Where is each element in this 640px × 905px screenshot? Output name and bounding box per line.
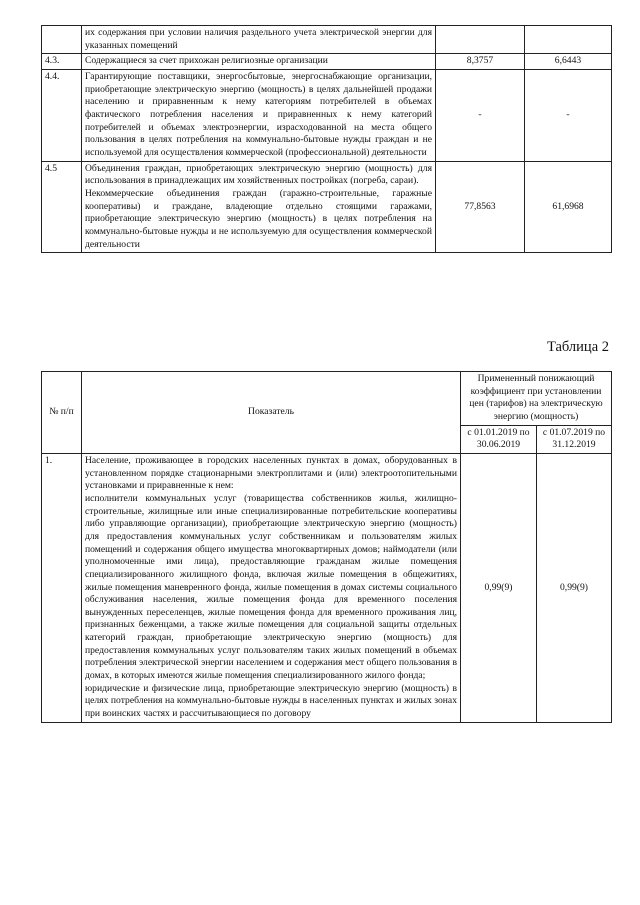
row-number-cell: 4.3.	[42, 54, 82, 70]
header-number: № п/п	[42, 372, 82, 454]
indicator-cell: Гарантирующие поставщики, энергосбытовые, энергоснабжающие организации, приобретающие электрическую энергию (мощность) в целях дальнейшей продажи населению и приравненным к нему категориям потребителей в объемах фактического потребления населения и приравненных к нему категорий потребителей и объемах электроэнергии, израсходованной на места общего пользования в целях потребления на коммунально-бытовые нужды граждан и не используемой для осуществления коммерческой (профессиональной) деятельности	[82, 69, 436, 161]
table-header-row	[42, 372, 612, 426]
indicator-paragraph: юридические и физические лица, приобретающие электрическую энергию (мощность) в целях потребления на коммунально-бытовые нужды в населенных пунктах и жилых зонах при воинских частях и рассчитывающиеся по договору	[85, 682, 457, 720]
indicator-paragraph: исполнители коммунальных услуг (товарищества собственников жилья, жилищно-строительные, жилищные или иные специализированные потребительские кооперативы либо управляющие организации), приобретающие электрическую энергию (мощность) для предоставления коммунальных услуг собственникам и пользователям жилых помещений и содержания общего имущества многоквартирных домов; наймодатели (или уполномоченные ими лица), предоставляющие гражданам жилые помещения специализированного жилищного фонда, включая жилые помещения в общежитиях, жилые помещения маневренного фонда, жилые помещения в домах системы социального обслуживания населения, жилые помещения фонда для временного поселения вынужденных переселенцев, жилые помещения фонда для временного проживания лиц, признанных беженцами, а также жилые помещения для социальной защиты отдельных категорий граждан, приобретающие электрическую энергию (мощность) для предоставления коммунальных услуг пользователям таких жилых помещений в объемах потребления электрической энергии населением и содержания мест общего пользования в домах, в которых имеются жилые помещения специализированного жилого фонда;	[85, 492, 457, 682]
value-cell-1: -	[436, 69, 525, 161]
table-caption: Таблица 2	[546, 339, 609, 355]
row-number-cell: 4.5	[42, 161, 82, 253]
table-1	[41, 25, 612, 253]
indicator-cell	[82, 453, 461, 722]
row-number-cell: 1.	[42, 453, 82, 722]
value-cell-1: 77,8563	[436, 161, 525, 253]
indicator-paragraph: Объединения граждан, приобретающих электрическую энергию (мощность) для использования в принадлежащих им хозяйственных постройках (погреба, сараи).	[85, 162, 432, 187]
indicator-cell	[82, 161, 436, 253]
value-cell-2: 6,6443	[525, 54, 612, 70]
value-cell-2	[525, 26, 612, 54]
table-row	[42, 69, 612, 161]
indicator-paragraph: Население, проживающее в городских населенных пунктах в домах, оборудованных в установленном порядке стационарными электроплитами и (или) электроотопительными установками и приравненные к нем:	[85, 454, 457, 492]
table-row	[42, 54, 612, 70]
value-cell-1	[436, 26, 525, 54]
indicator-paragraph: Некоммерческие объединения граждан (гаражно-строительные, гаражные кооперативы) и граждане, владеющие отдельно стоящими гаражами, приобретающие электрическую энергию (мощность) в целях потребления на коммунально-бытовые нужды и не используемую для осуществления коммерческой деятельности	[85, 187, 432, 250]
table-row	[42, 453, 612, 722]
value-cell-1: 0,99(9)	[461, 453, 537, 722]
value-cell-2: -	[525, 69, 612, 161]
header-period-1: с 01.01.2019 по 30.06.2019	[461, 425, 537, 453]
table-2	[41, 371, 612, 723]
indicator-cell: их содержания при условии наличия раздельного учета электрической энергии для указанных помещений	[82, 26, 436, 54]
row-number-cell	[42, 26, 82, 54]
value-cell-2: 61,6968	[525, 161, 612, 253]
header-indicator: Показатель	[82, 372, 461, 454]
row-number-cell: 4.4.	[42, 69, 82, 161]
table-row	[42, 26, 612, 54]
value-cell-1: 8,3757	[436, 54, 525, 70]
table-row	[42, 161, 612, 253]
header-period-2: с 01.07.2019 по 31.12.2019	[537, 425, 612, 453]
indicator-cell: Содержащиеся за счет прихожан религиозные организации	[82, 54, 436, 70]
value-cell-2: 0,99(9)	[537, 453, 612, 722]
header-coefficient: Примененный понижающий коэффициент при установлении цен (тарифов) на электрическую энергию (мощность)	[461, 372, 612, 426]
